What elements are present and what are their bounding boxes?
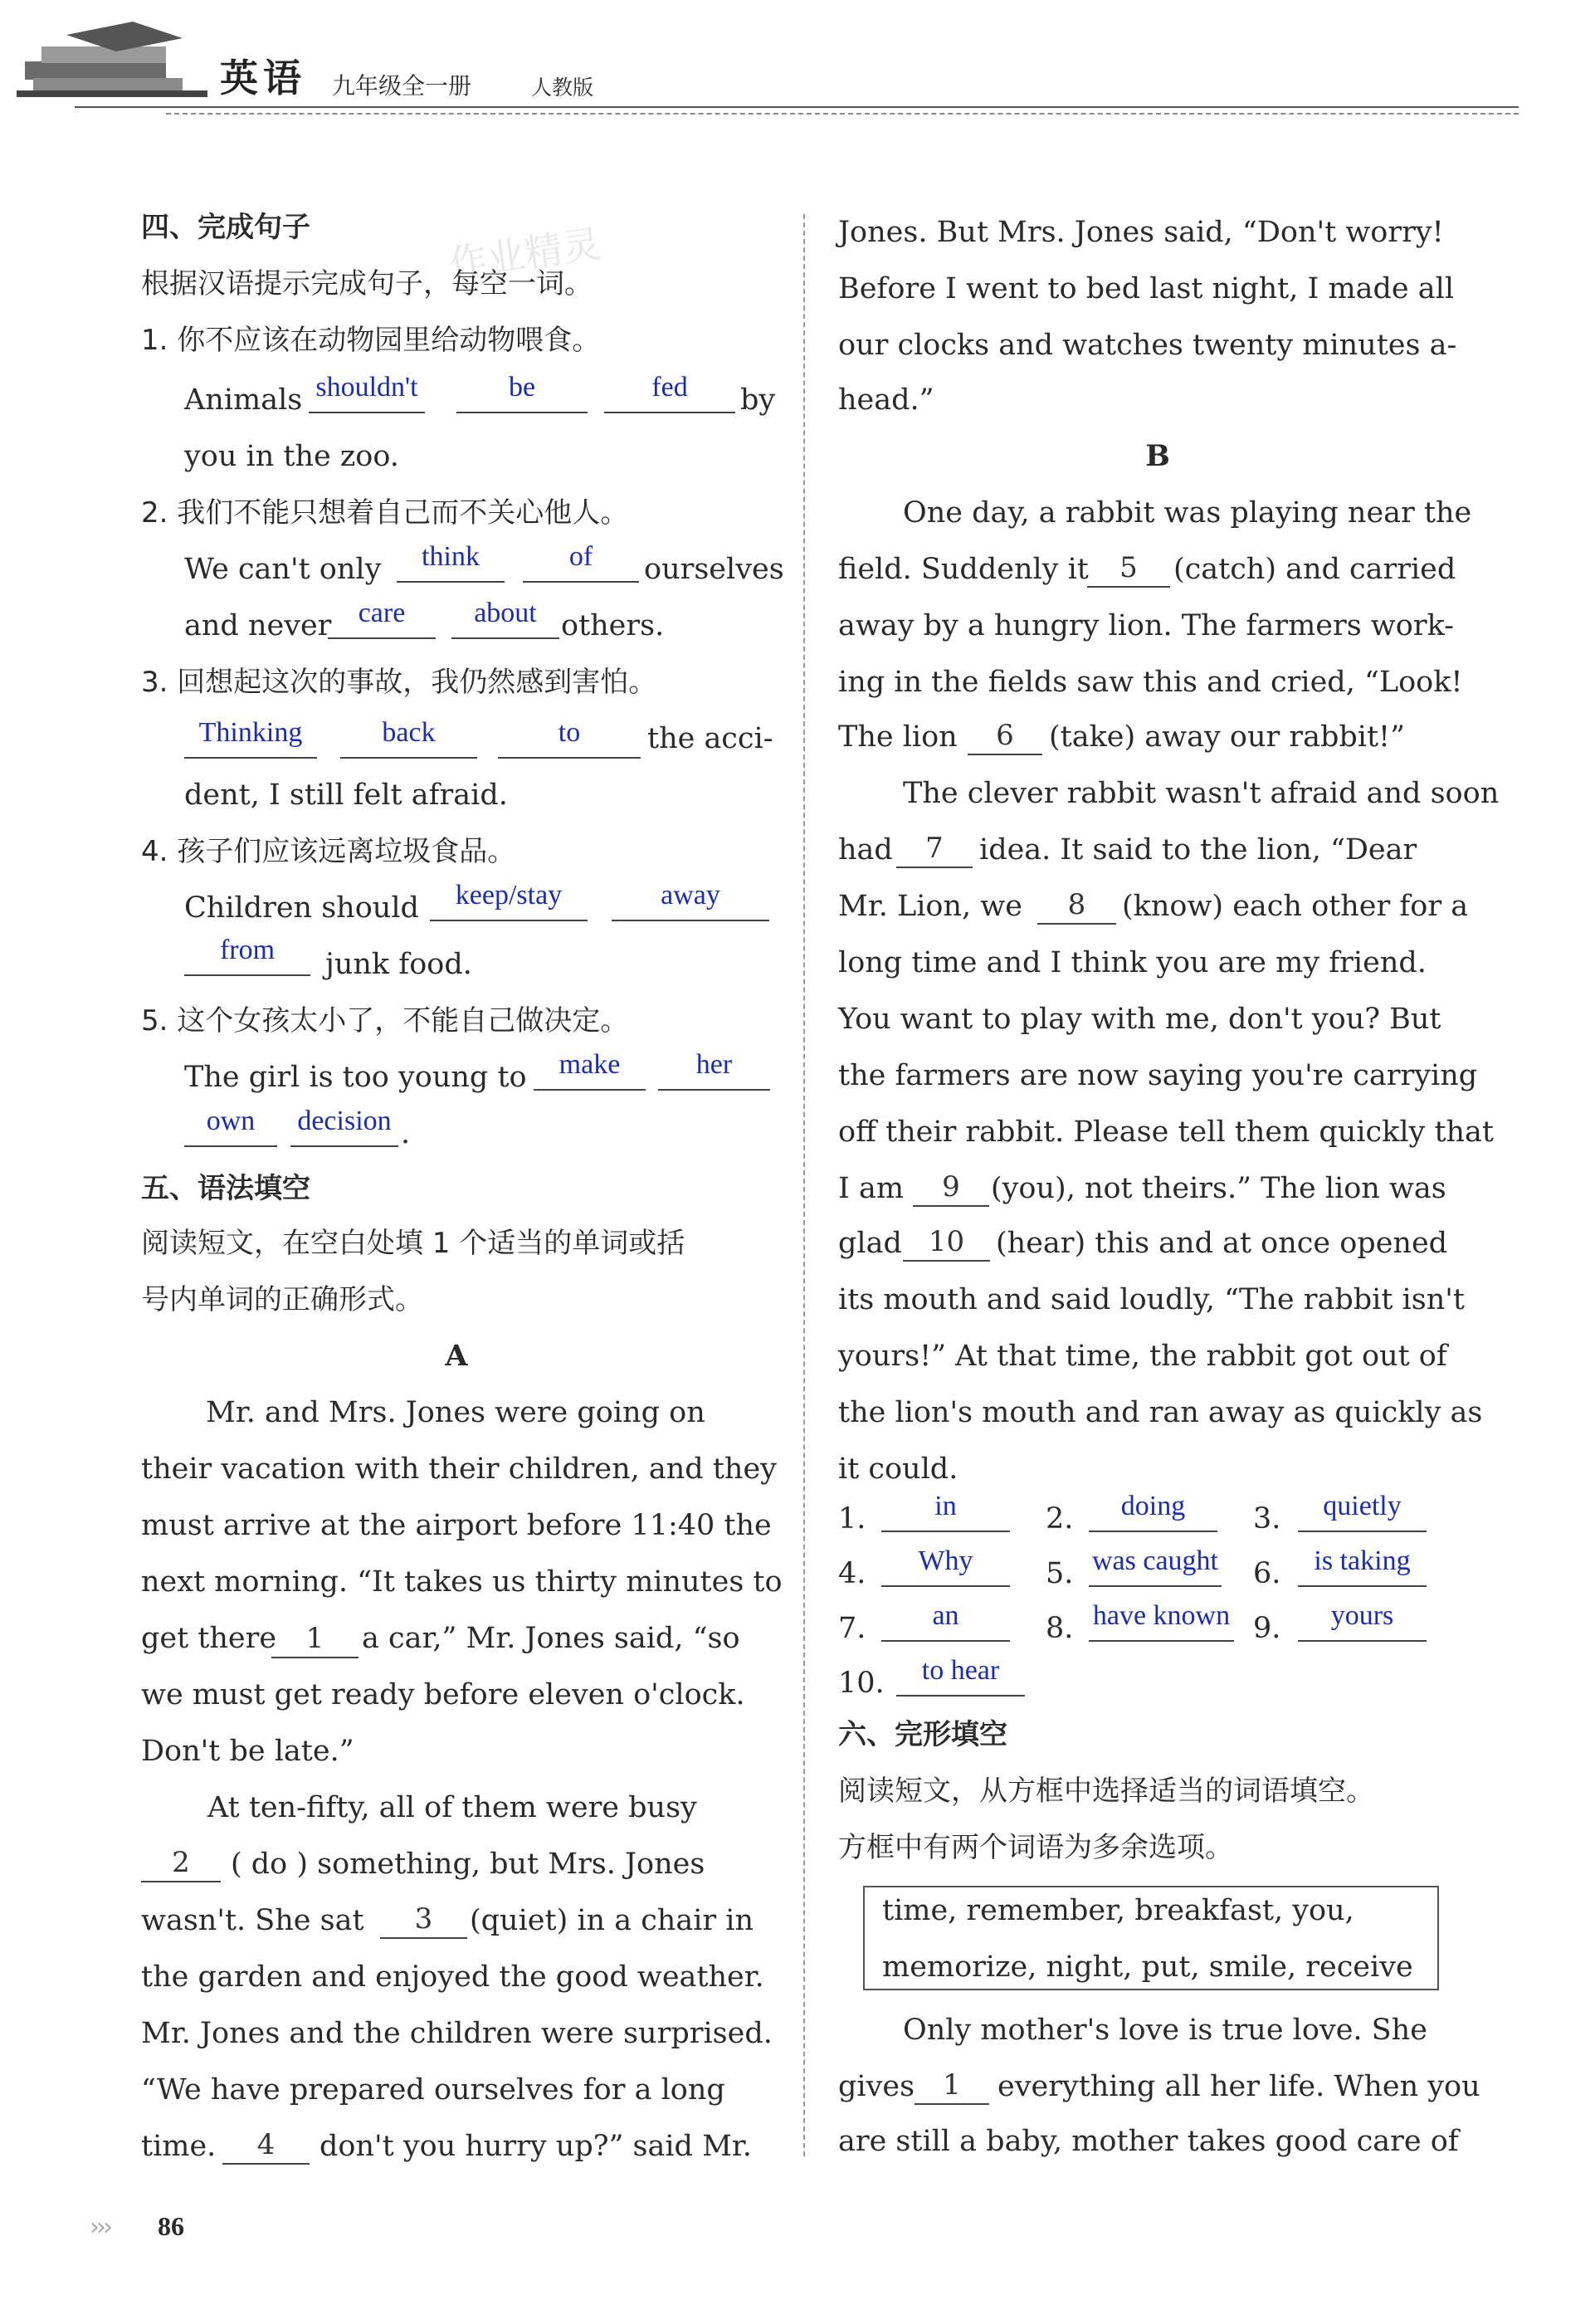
answer-blank: an	[881, 1604, 1010, 1642]
passage-line: get there	[141, 1622, 277, 1655]
watermark: 作业精灵	[446, 221, 604, 287]
q1-text: you in the zoo.	[184, 440, 399, 473]
passage-line: The lion	[838, 720, 958, 754]
blank-number: 1	[915, 2067, 989, 2105]
answer-number: 10.	[838, 1667, 885, 1700]
passage-line: Only mother's love is true love. She	[903, 2014, 1427, 2047]
passage-line: head.”	[838, 383, 934, 417]
blank-number: 5	[1087, 549, 1170, 588]
blank-number: 1	[271, 1620, 359, 1658]
answer-blank: of	[523, 544, 639, 583]
blank-number: 9	[913, 1169, 989, 1207]
answer-blank: away	[612, 883, 769, 921]
page-header	[0, 0, 1519, 116]
q2-text: and never	[184, 609, 332, 642]
blank-number: 2	[141, 1844, 221, 1882]
passage-line: wasn't. She sat	[141, 1904, 364, 1937]
passage-line: field. Suddenly it	[838, 553, 1089, 586]
answer-number: 6.	[1253, 1557, 1281, 1590]
section-5-instruction: 号内单词的正确形式。	[141, 1283, 423, 1316]
q2-text: We can't only	[184, 553, 382, 586]
passage-line: next morning. “It takes us thirty minutes to	[141, 1565, 783, 1599]
q5-chinese: 5. 这个女孩太小了，不能自己做决定。	[141, 1004, 629, 1038]
section-6-instruction: 阅读短文，从方框中选择适当的词语填空。	[838, 1775, 1374, 1808]
passage-line: must arrive at the airport before 11:40 the	[141, 1509, 772, 1542]
blank-number: 7	[896, 830, 973, 868]
q2-text: ourselves	[644, 553, 784, 586]
section-4-title: 四、完成句子	[141, 211, 310, 244]
answer-number: 7.	[838, 1612, 866, 1645]
section-5-title: 五、语法填空	[141, 1172, 310, 1205]
passage-line: it could.	[838, 1452, 958, 1486]
passage-line: idea. It said to the lion, “Dear	[979, 833, 1417, 867]
answer-number: 3.	[1253, 1502, 1281, 1536]
answer-blank: in	[881, 1494, 1010, 1532]
answer-blank: Thinking	[184, 720, 317, 759]
answer-blank: have known	[1089, 1604, 1234, 1642]
passage-line: (catch) and carried	[1173, 553, 1456, 586]
answer-number: 5.	[1046, 1557, 1074, 1590]
answer-blank: quietly	[1298, 1494, 1427, 1532]
passage-line: Jones. But Mrs. Jones said, “Don't worry!	[838, 216, 1444, 249]
q5-text: The girl is too young to	[184, 1061, 527, 1094]
answer-blank: her	[658, 1052, 770, 1091]
passage-b-title: B	[1145, 439, 1170, 473]
answer-blank: keep/stay	[430, 883, 588, 921]
grade-label: 九年级全一册	[332, 72, 472, 100]
page-number: 86	[158, 2211, 184, 2241]
section-6-instruction: 方框中有两个词语为多余选项。	[838, 1831, 1233, 1864]
passage-line: Mr. and Mrs. Jones were going on	[206, 1396, 705, 1429]
answer-blank: about	[451, 601, 559, 639]
answer-blank: Why	[881, 1549, 1010, 1587]
passage-line: Mr. Lion, we	[838, 890, 1022, 923]
answer-blank: doing	[1089, 1494, 1217, 1532]
answer-blank: yours	[1298, 1604, 1427, 1642]
word-box-line: memorize, night, put, smile, receive	[882, 1950, 1413, 1984]
passage-line: its mouth and said loudly, “The rabbit isn't	[838, 1283, 1465, 1316]
passage-line: Before I went to bed last night, I made all	[838, 272, 1455, 305]
passage-line: away by a hungry lion. The farmers work-	[838, 609, 1454, 642]
passage-line: At ten-fifty, all of them were busy	[207, 1791, 697, 1824]
answer-blank: care	[328, 601, 436, 639]
answer-blank: shouldn't	[309, 375, 425, 413]
q4-text: junk food.	[325, 948, 472, 981]
answer-blank: think	[397, 544, 505, 583]
passage-line: One day, a rabbit was playing near the	[903, 496, 1472, 530]
blank-number: 4	[222, 2126, 310, 2165]
passage-line: ing in the fields saw this and cried, “Look!	[838, 666, 1463, 699]
word-box	[863, 1886, 1439, 1990]
answer-blank: decision	[290, 1109, 398, 1147]
passage-a-title: A	[445, 1339, 468, 1373]
q5-text: .	[401, 1117, 411, 1150]
edition-label: 人教版	[531, 76, 594, 100]
blank-number: 10	[903, 1223, 990, 1262]
passage-line: off their rabbit. Please tell them quickly that	[838, 1116, 1494, 1149]
q3-text: the acci-	[647, 722, 773, 755]
answer-blank: to hear	[896, 1658, 1025, 1697]
section-6-title: 六、完形填空	[838, 1718, 1007, 1751]
passage-line: ( do ) something, but Mrs. Jones	[231, 1848, 705, 1881]
passage-line: gives	[838, 2070, 915, 2103]
q1-text: by	[740, 383, 776, 417]
arrow-icon: ›››	[90, 2213, 110, 2242]
answer-blank: was caught	[1089, 1549, 1222, 1587]
passage-line: glad	[838, 1227, 902, 1260]
word-box-line: time, remember, breakfast, you,	[882, 1894, 1354, 1927]
answer-blank: to	[498, 720, 641, 759]
passage-line: I am	[838, 1172, 905, 1205]
passage-line: (quiet) in a chair in	[470, 1904, 754, 1937]
answer-blank: fed	[604, 375, 735, 413]
header-rule-dashed	[166, 113, 1519, 115]
passage-line: (know) each other for a	[1122, 890, 1469, 923]
books-icon	[17, 12, 207, 107]
passage-line: time.	[141, 2130, 217, 2163]
q2-chinese: 2. 我们不能只想着自己而不关心他人。	[141, 496, 629, 530]
passage-line: the lion's mouth and ran away as quickly as	[838, 1396, 1483, 1429]
subject-title: 英语	[220, 56, 306, 100]
passage-line: “We have prepared ourselves for a long	[141, 2073, 725, 2107]
passage-line: Don't be late.”	[141, 1735, 354, 1768]
q4-text: Children should	[184, 891, 419, 925]
passage-line: are still a baby, mother takes good care of	[838, 2125, 1459, 2158]
passage-line: our clocks and watches twenty minutes a-	[838, 329, 1457, 362]
answer-blank: back	[340, 720, 477, 759]
passage-line: You want to play with me, don't you? But	[838, 1003, 1441, 1036]
answer-blank: be	[456, 375, 588, 413]
section-5-instruction: 阅读短文，在空白处填 1 个适当的单词或括	[141, 1227, 685, 1260]
blank-number: 6	[968, 717, 1042, 755]
answer-number: 1.	[838, 1502, 866, 1536]
blank-number: 3	[380, 1901, 467, 1939]
answer-blank: is taking	[1298, 1549, 1427, 1587]
passage-line: yours!” At that time, the rabbit got out of	[838, 1340, 1447, 1373]
passage-line: had	[838, 833, 893, 867]
passage-line: a car,” Mr. Jones said, “so	[362, 1622, 740, 1655]
answer-number: 2.	[1046, 1502, 1074, 1536]
passage-line: (you), not theirs.” The lion was	[991, 1172, 1446, 1205]
passage-line: the garden and enjoyed the good weather.	[141, 1960, 764, 1994]
q3-text: dent, I still felt afraid.	[184, 779, 508, 812]
passage-line: (hear) this and at once opened	[996, 1227, 1448, 1260]
answer-number: 9.	[1253, 1612, 1281, 1645]
q1-chinese: 1. 你不应该在动物园里给动物喂食。	[141, 324, 601, 357]
passage-line: (take) away our rabbit!”	[1049, 720, 1405, 754]
passage-line: we must get ready before eleven o'clock.	[141, 1678, 745, 1711]
passage-line: the farmers are now saying you're carrying	[838, 1059, 1478, 1092]
header-rule	[75, 106, 1519, 108]
passage-line: don't you hurry up?” said Mr.	[319, 2130, 752, 2163]
q3-chinese: 3. 回想起这次的事故，我仍然感到害怕。	[141, 666, 657, 699]
q4-chinese: 4. 孩子们应该远离垃圾食品。	[141, 835, 516, 868]
answer-blank: from	[184, 938, 310, 976]
answer-blank: own	[184, 1109, 277, 1147]
column-divider	[803, 214, 805, 2156]
answer-blank: make	[534, 1052, 646, 1091]
answer-number: 8.	[1046, 1612, 1074, 1645]
q1-text: Animals	[184, 383, 303, 417]
q2-text: others.	[561, 609, 665, 642]
passage-line: long time and I think you are my friend.	[838, 946, 1427, 979]
blank-number: 8	[1037, 886, 1116, 925]
passage-line: everything all her life. When you	[997, 2070, 1480, 2103]
passage-line: The clever rabbit wasn't afraid and soon	[903, 777, 1500, 810]
passage-line: their vacation with their children, and they	[141, 1452, 777, 1486]
passage-line: Mr. Jones and the children were surprised.	[141, 2017, 773, 2050]
section-4-instruction: 根据汉语提示完成句子，每空一词。	[141, 267, 593, 300]
answer-number: 4.	[838, 1557, 866, 1590]
